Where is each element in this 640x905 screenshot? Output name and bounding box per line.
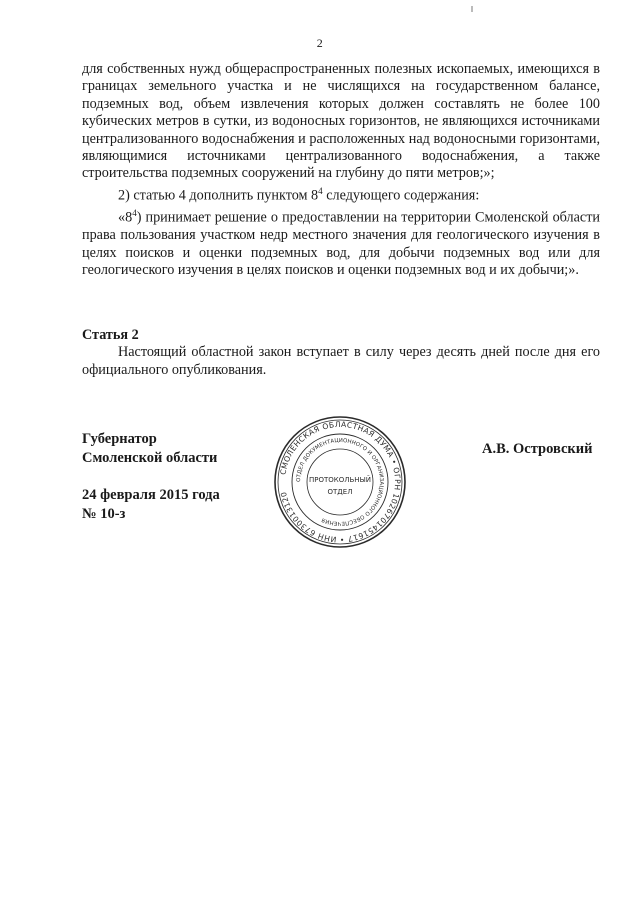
page-number: 2	[316, 36, 324, 50]
paragraph-continuation: для собственных нужд общераспространенных полезных ископаемых, имеющихся в границах земельного участка и не числящихся на государственном балансе, подземных вод, объем извлечения которых должен составлять не более 100 кубических метров в сутки, из водоносных горизонтов, не являющихся источниками централизованного водоснабжения и расположенных над водоносными горизонтами, являющимися источниками централизованного водоснабжения, а также строительства подземных сооружений на глубину до пяти метров;»;	[82, 61, 600, 182]
signing-date-block	[82, 486, 220, 524]
paragraph-amendment-item-2	[82, 183, 600, 205]
superscript-index: 4	[318, 185, 323, 196]
amendment-intro-text: 2) статью 4 дополнить пунктом 8	[118, 187, 319, 204]
signatory-name: А.В. Островский	[482, 441, 593, 457]
paragraph-new-point	[82, 205, 600, 279]
article-2	[82, 327, 600, 379]
new-point-prefix: «8	[118, 209, 133, 226]
article-text: Настоящий областной закон вступает в силу через десять дней после дня его официального опубликования.	[82, 344, 600, 378]
official-seal	[272, 414, 408, 550]
seal-center-line-1: ПРОТОКОЛЬНЫЙ	[308, 476, 372, 484]
seal-inner-text: ОТДЕЛ ДОКУМЕНТАЦИОННОГО И ОРГАНИЗАЦИОННОГО ОБЕСПЕЧЕНИЯ	[295, 437, 385, 527]
article-title: Статья 2	[82, 327, 139, 343]
law-text-body	[82, 61, 600, 279]
superscript-index: 4	[132, 207, 137, 218]
scan-mark	[471, 6, 473, 12]
amendment-intro-suffix: следующего содержания:	[322, 187, 480, 204]
position-line-1: Губернатор	[82, 431, 157, 447]
seal-outer-text: СМОЛЕНСКАЯ ОБЛАСТНАЯ ДУМА • ОГРН 1026701451617 • ИНН 6730013120	[278, 419, 403, 545]
seal-center-line-2: ОТДЕЛ	[327, 488, 353, 496]
signatory-position	[82, 430, 217, 468]
signing-date: 24 февраля 2015 года	[82, 487, 220, 503]
position-line-2: Смоленской области	[82, 450, 218, 466]
seal-stamp-icon	[272, 414, 408, 550]
new-point-text: ) принимает решение о предоставлении на территории Смоленской области права пользования участком недр местного значения для геологического изучения в целях поисков и оценки подземных вод, для добычи подземных вод или для геологического изучения в целях поисков и оценки подземных вод и их добычи;».	[82, 209, 600, 278]
law-number: № 10-з	[82, 506, 126, 522]
